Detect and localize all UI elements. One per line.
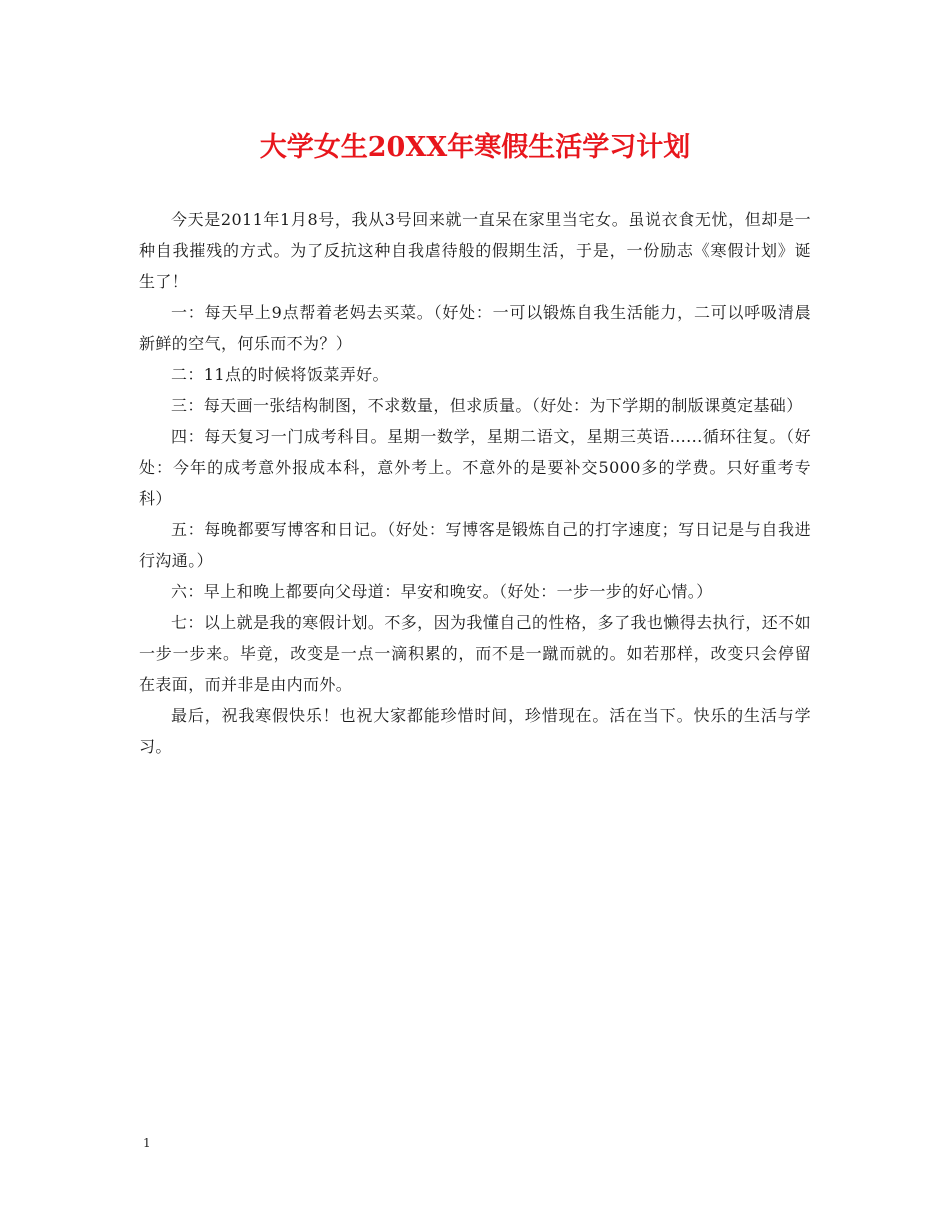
- paragraph-item-2: 二：11点的时候将饭菜弄好。: [171, 365, 389, 384]
- paragraph-closing: 最后，祝我寒假快乐！也祝大家都能珍惜时间，珍惜现在。活在当下。快乐的生活与学习。: [139, 706, 811, 756]
- document-body: [139, 204, 811, 762]
- page-number: 1: [143, 1136, 151, 1150]
- paragraph-intro: 今天是2011年1月8号，我从3号回来就一直呆在家里当宅女。虽说衣食无忧，但却是一种自我摧残的方式。为了反抗这种自我虐待般的假期生活，于是，一份励志《寒假计划》诞生了！: [139, 210, 811, 291]
- paragraph-item-1: 一：每天早上9点帮着老妈去买菜。（好处：一可以锻炼自我生活能力，二可以呼吸清晨新鲜的空气，何乐而不为？）: [139, 303, 811, 353]
- document-title: 大学女生20XX年寒假生活学习计划: [259, 132, 691, 163]
- paragraph-item-7: 七：以上就是我的寒假计划。不多，因为我懂自己的性格，多了我也懒得去执行，还不如一步一步来。毕竟，改变是一点一滴积累的，而不是一蹴而就的。如若那样，改变只会停留在表面，而并非是由内而外。: [139, 613, 811, 694]
- paragraph-item-6: 六：早上和晚上都要向父母道：早安和晚安。（好处：一步一步的好心情。）: [171, 582, 713, 601]
- paragraph-item-3: 三：每天画一张结构制图，不求数量，但求质量。（好处：为下学期的制版课奠定基础）: [171, 396, 803, 415]
- paragraph-item-4: 四：每天复习一门成考科目。星期一数学，星期二语文，星期三英语......循环往复。（好处：今年的成考意外报成本科，意外考上。不意外的是要补交5000多的学费。只好重考专科）: [139, 427, 811, 508]
- paragraph-item-5: 五：每晚都要写博客和日记。（好处：写博客是锻炼自己的打字速度；写日记是与自我进行沟通。）: [139, 520, 811, 570]
